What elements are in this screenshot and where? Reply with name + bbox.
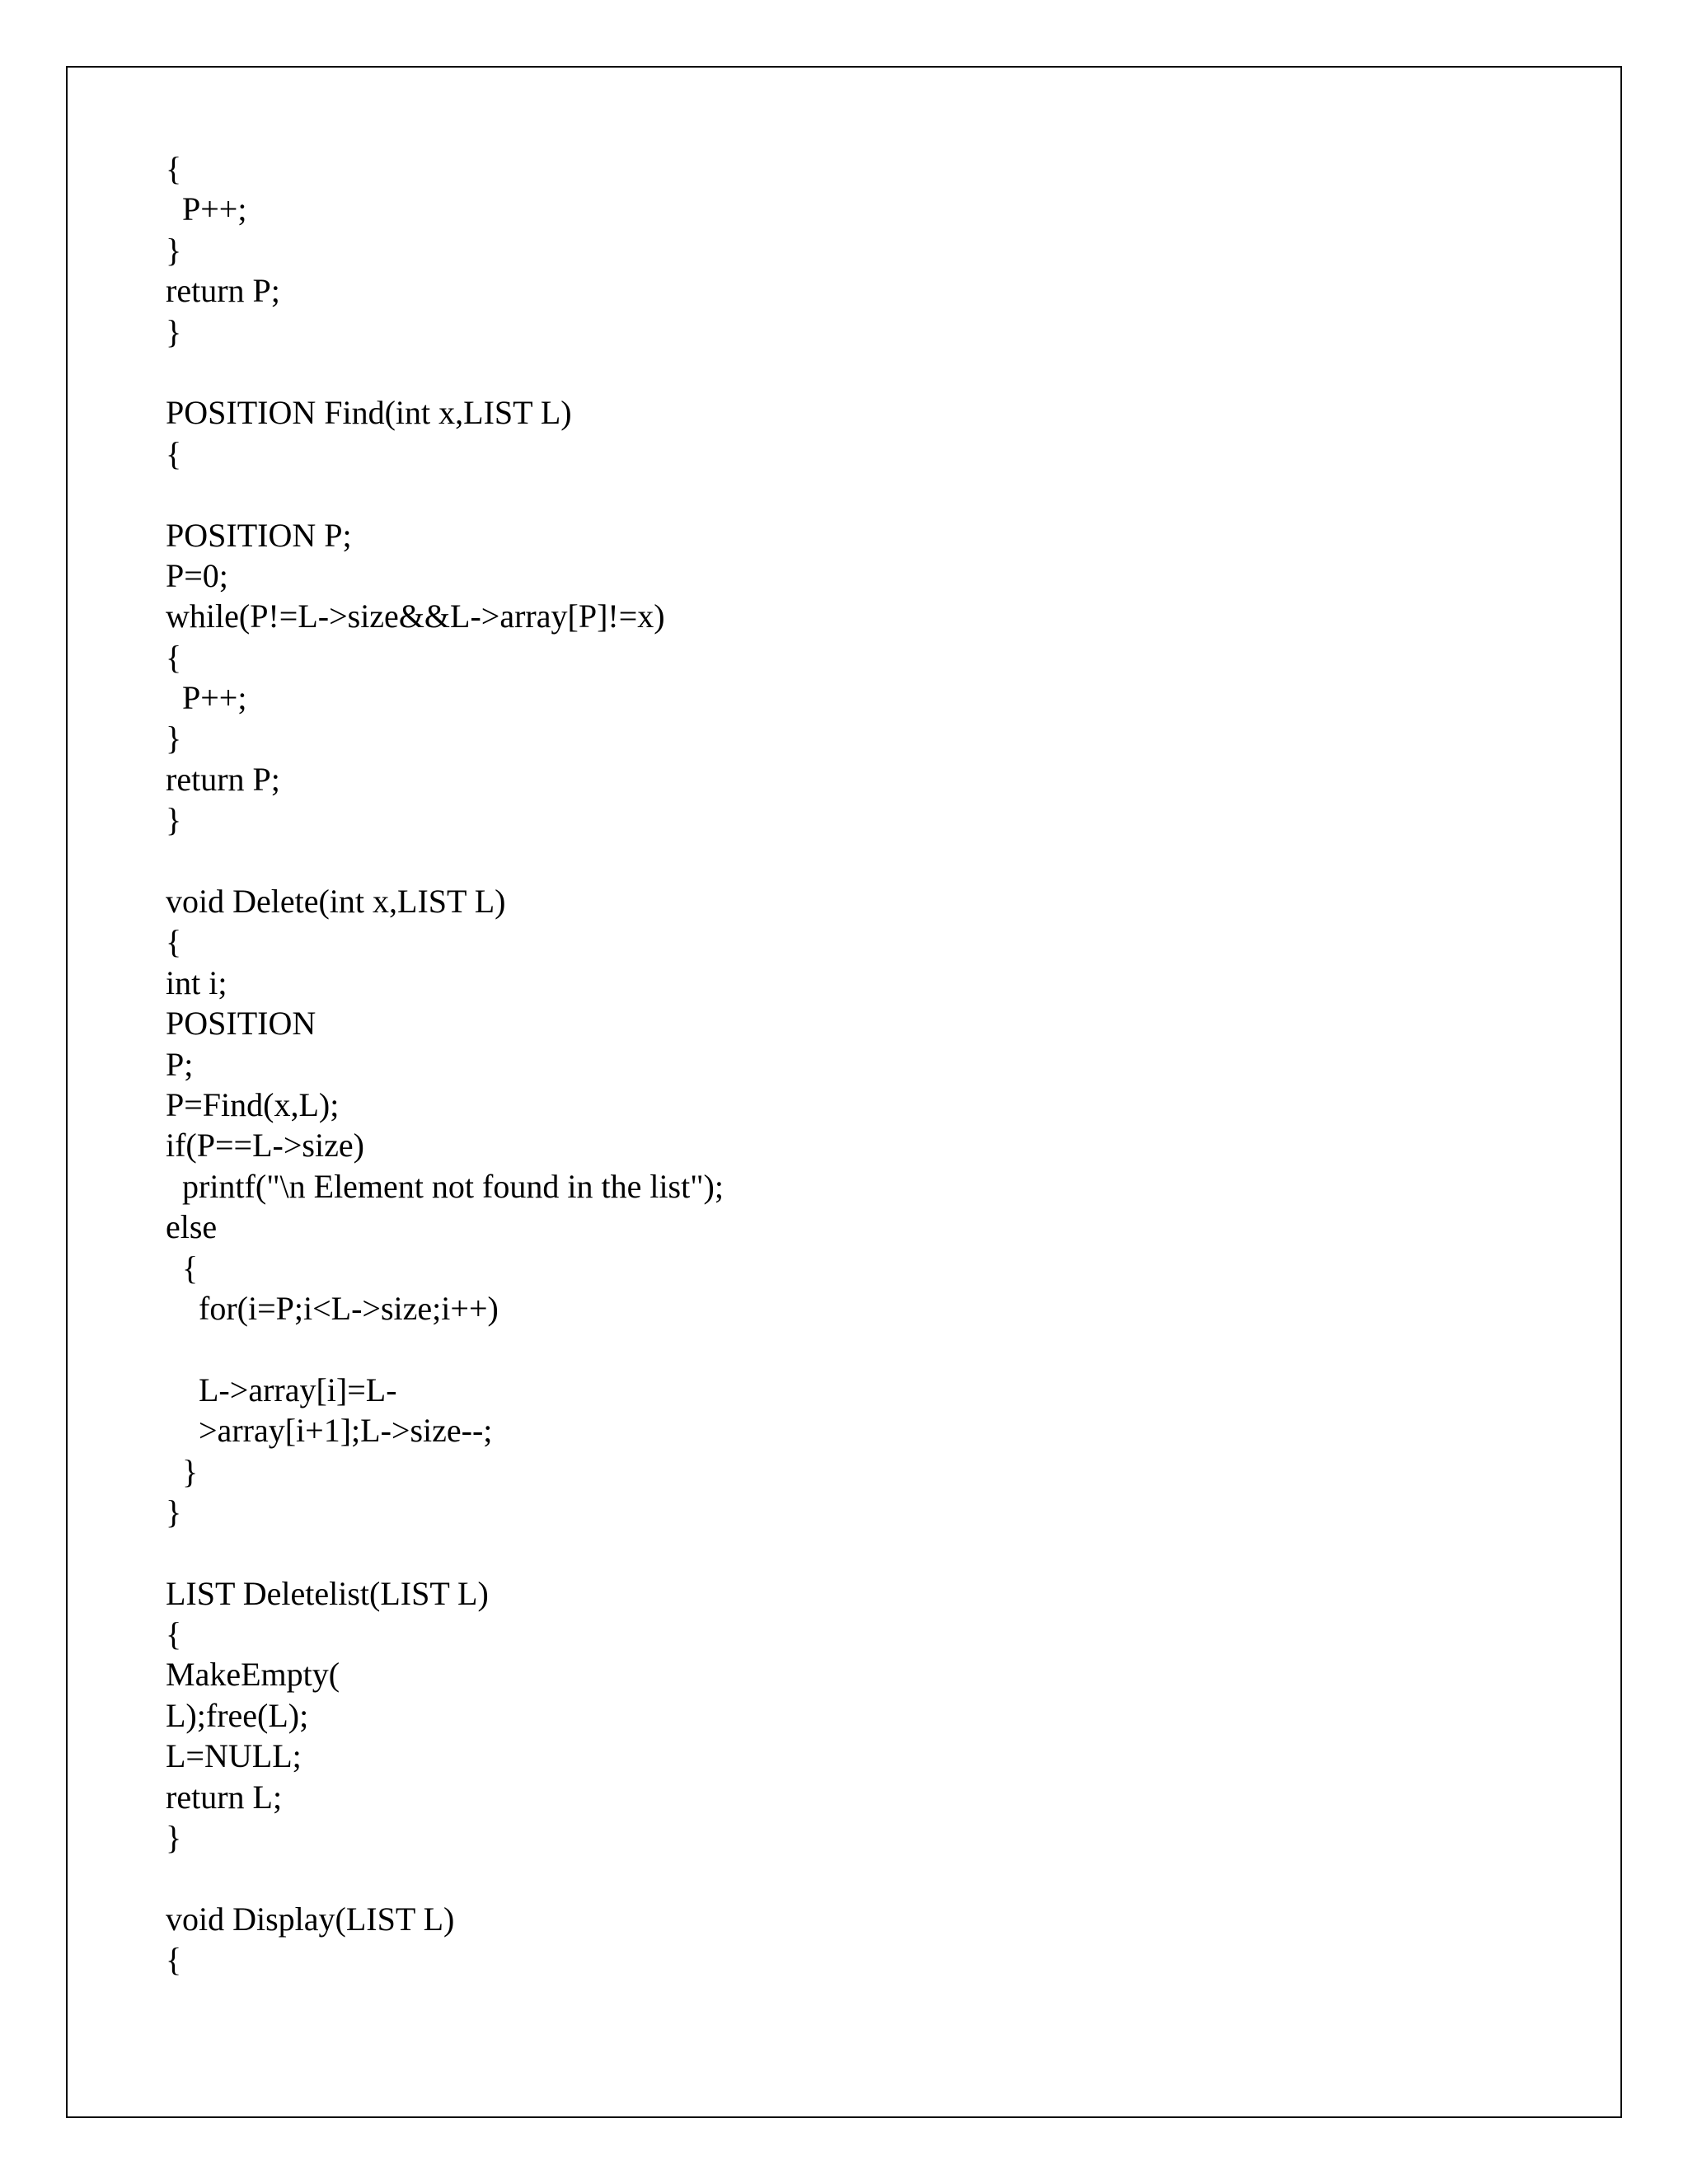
code-line (166, 474, 1567, 514)
code-line: { (166, 1615, 182, 1653)
code-line: void Delete(int x,LIST L) (166, 883, 506, 921)
code-line: void Display(LIST L) (166, 1900, 455, 1938)
code-line: { (166, 150, 182, 187)
code-line: } (166, 1493, 182, 1530)
code-line: { (166, 1941, 182, 1979)
code-line: } (166, 1819, 182, 1857)
code-line: P=Find(x,L); (166, 1085, 340, 1123)
code-line: } (166, 719, 182, 757)
code-line: POSITION (166, 1005, 316, 1043)
code-listing (166, 148, 1567, 1980)
code-line: >array[i+1];L->size--; (166, 1412, 493, 1450)
code-line: else (166, 1208, 218, 1246)
code-line (166, 1329, 1567, 1369)
code-line: while(P!=L->size&&L->array[P]!=x) (166, 598, 665, 635)
code-line: P=0; (166, 556, 228, 594)
code-line: { (166, 434, 182, 472)
code-line: printf("\n Element not found in the list"); (166, 1167, 724, 1205)
code-line (166, 1858, 1567, 1898)
code-line: } (166, 312, 182, 350)
code-line: L);free(L); (166, 1696, 309, 1734)
code-line: return P; (166, 272, 280, 310)
code-line: P++; (166, 190, 247, 228)
code-line: { (166, 1249, 199, 1286)
code-line (166, 841, 1567, 881)
code-line: MakeEmpty( (166, 1656, 340, 1694)
code-line: P++; (166, 679, 247, 717)
code-line: POSITION Find(int x,LIST L) (166, 394, 572, 432)
code-line: } (166, 231, 182, 269)
code-line: } (166, 1452, 199, 1490)
code-line: L->array[i]=L- (166, 1371, 397, 1408)
code-line: for(i=P;i<L->size;i++) (166, 1289, 499, 1327)
code-line: LIST Deletelist(LIST L) (166, 1574, 489, 1612)
code-line: return P; (166, 760, 280, 798)
code-line: } (166, 801, 182, 839)
code-line: POSITION P; (166, 516, 352, 554)
code-line (166, 1532, 1567, 1572)
code-line: int i; (166, 963, 227, 1001)
code-line: return L; (166, 1778, 283, 1816)
code-line: L=NULL; (166, 1737, 302, 1775)
code-line: if(P==L->size) (166, 1127, 364, 1165)
code-line (166, 352, 1567, 392)
code-line: { (166, 638, 182, 676)
code-line: P; (166, 1045, 194, 1083)
code-line: { (166, 923, 182, 961)
